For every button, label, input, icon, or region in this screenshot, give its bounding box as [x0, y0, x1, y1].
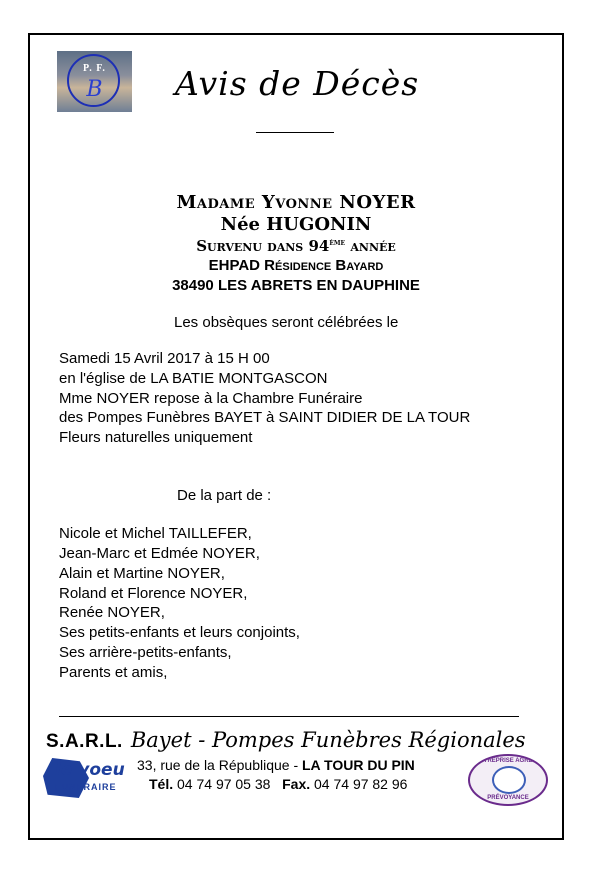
company-name: Bayet - Pompes Funèbres Régionales — [130, 728, 526, 752]
footer-divider — [59, 716, 519, 717]
address-city: LA TOUR DU PIN — [302, 757, 415, 773]
age-line — [28, 237, 564, 255]
le-voeu-funeraire-logo — [43, 758, 133, 802]
company-address — [137, 757, 415, 773]
ceremony-funeral-home: des Pompes Funèbres BAYET à SAINT DIDIER DE LA TOUR — [59, 409, 471, 426]
ceremony-flowers: Fleurs naturelles uniquement — [59, 429, 253, 446]
logo-voeu-sub: FUNERAIRE — [55, 782, 117, 792]
tel-value: 04 74 97 05 38 — [173, 776, 271, 792]
company-phone-fax — [149, 776, 407, 792]
logo-b-letter: B — [86, 77, 103, 102]
address-street: 33, rue de la République - — [137, 757, 302, 773]
company-abbr: S.A.R.L. — [46, 731, 123, 752]
family-member: Roland et Florence NOYER, — [59, 585, 248, 602]
deceased-name: Madame Yvonne NOYER — [176, 192, 416, 213]
ceremony-church: en l'église de LA BATIE MONTGASCON — [59, 370, 328, 387]
agree-seal-icon — [492, 766, 526, 794]
ceremony-date: Samedi 15 Avril 2017 à 15 H 00 — [59, 350, 270, 367]
family-member: Parents et amis, — [59, 664, 168, 681]
logo-voeu-word: le voeu — [55, 760, 125, 780]
birth-name: Née HUGONIN — [220, 214, 372, 235]
family-member: Renée NOYER, — [59, 604, 165, 621]
agree-bottom-text: PRÉVOYANCE — [487, 795, 529, 801]
fax-label: Fax. — [282, 776, 311, 792]
title-divider — [256, 132, 334, 133]
ceremony-intro: Les obsèques seront célébrées le — [174, 314, 399, 331]
age-suffix: année — [345, 237, 396, 255]
notice-title: Avis de Décès — [175, 64, 420, 103]
agree-top-text: ENTREPRISE AGRÉÉE — [475, 758, 541, 764]
ceremony-repose: Mme NOYER repose à la Chambre Funéraire — [59, 390, 363, 407]
family-member: Ses petits-enfants et leurs conjoints, — [59, 624, 300, 641]
company-name-line — [46, 728, 526, 753]
family-member: Jean-Marc et Edmée NOYER, — [59, 545, 260, 562]
age-superscript: ème — [329, 238, 346, 248]
logo-pf-text: P. F. — [83, 63, 106, 74]
family-member: Nicole et Michel TAILLEFER, — [59, 525, 252, 542]
residence-place: EHPAD Résidence Bayard — [208, 257, 384, 274]
residence-city: 38490 LES ABRETS EN DAUPHINE — [172, 277, 420, 294]
pf-bayet-logo — [57, 51, 132, 112]
age-prefix: Survenu dans 94 — [196, 237, 330, 255]
family-member: Ses arrière-petits-enfants, — [59, 644, 232, 661]
tel-label: Tél. — [149, 776, 174, 792]
fax-value: 04 74 97 82 96 — [310, 776, 408, 792]
entreprise-agreee-logo — [468, 754, 548, 806]
family-intro: De la part de : — [177, 487, 272, 504]
family-member: Alain et Martine NOYER, — [59, 565, 225, 582]
